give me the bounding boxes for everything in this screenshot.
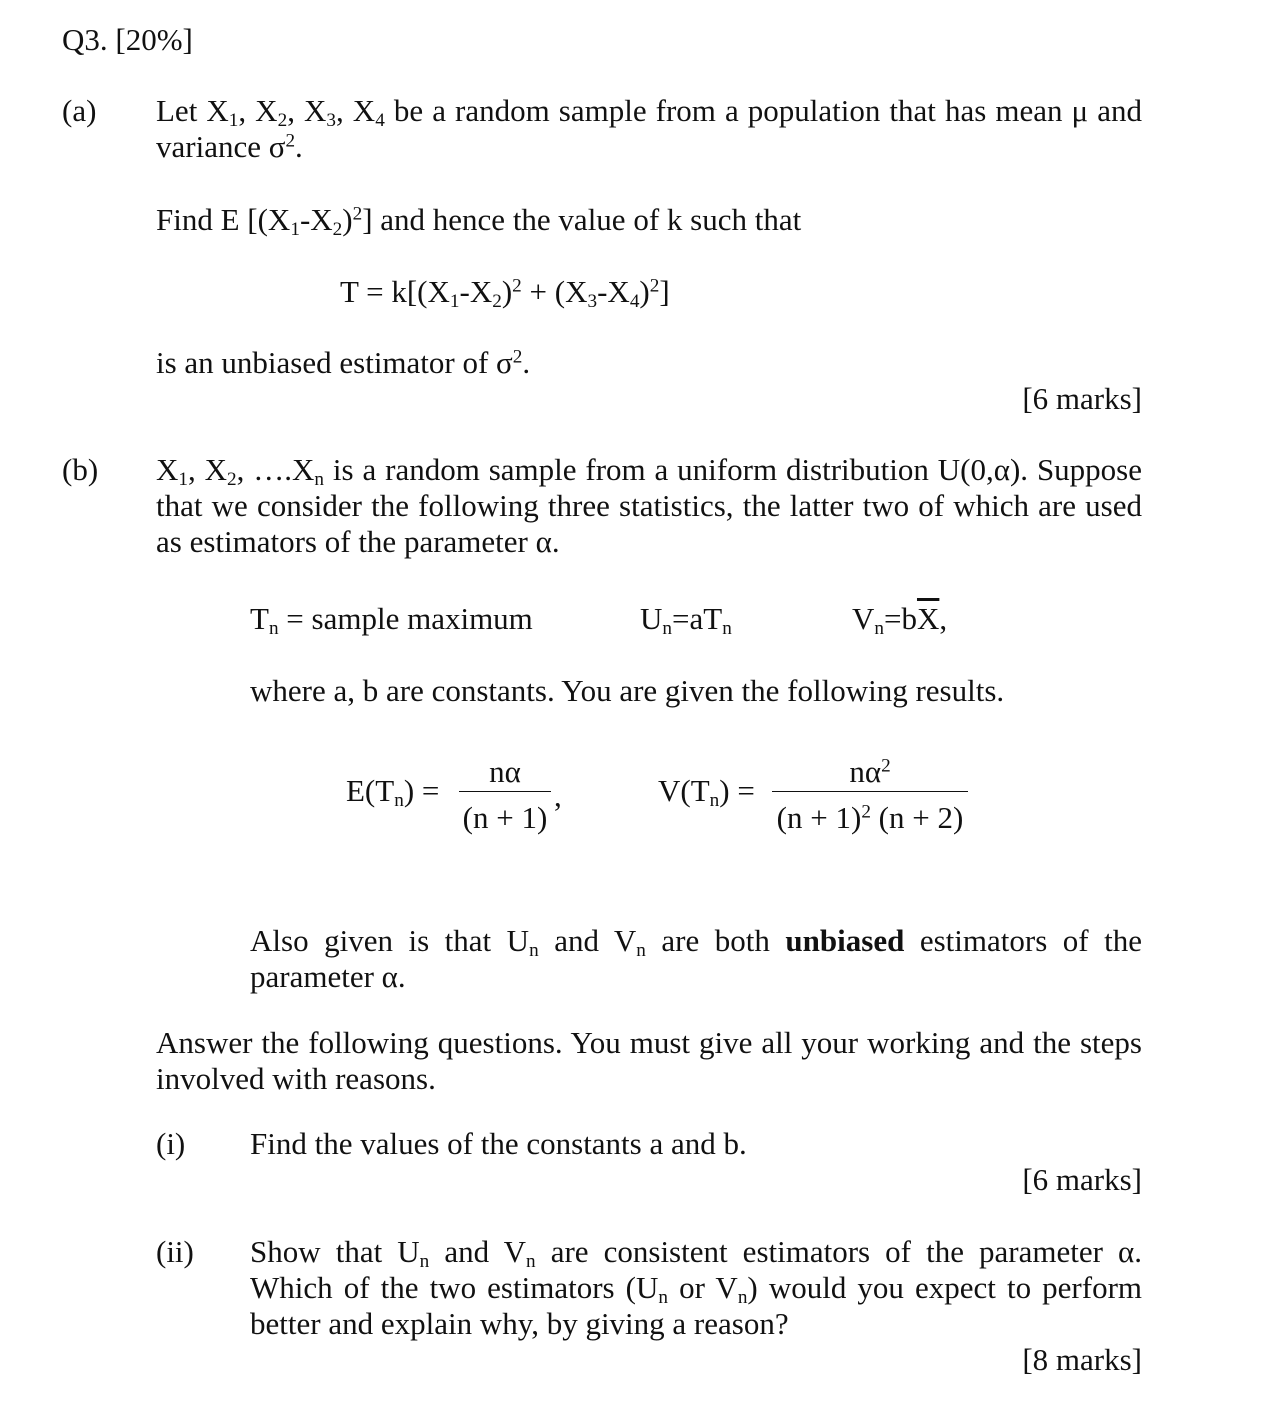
statistic-v: $V_n=b\overline{X}$, xyxy=(852,601,948,639)
question-header: Q3. [20%] xyxy=(62,22,193,57)
sample-mean-xbar: $\overline{X}$ xyxy=(916,601,940,636)
expectation-denominator: (n + 1) xyxy=(462,800,548,835)
variance-denominator: $(n + 1)^2$ (n + 2) xyxy=(776,800,964,835)
subpart-i-marks: [6 marks] xyxy=(1022,1162,1142,1197)
part-a-find-line: Find E $[(X_1-X_2)^2]$ and hence the value of k such that xyxy=(156,202,802,240)
part-a-marks: [6 marks] xyxy=(1022,381,1142,416)
expectation-comma: , xyxy=(554,778,562,813)
subpart-ii-label: (ii) xyxy=(156,1234,194,1269)
subpart-i-text: Find the values of the constants a and b. xyxy=(250,1126,747,1161)
part-a-estimator-equation: $T = k[(X_1-X_2)^2 + (X_3-X_4)^2]$ xyxy=(340,274,670,312)
expectation-fraction-bar xyxy=(459,791,551,792)
subpart-ii-text: Show that $U_n$ and $V_n$ are consistent estimators of the parameter α. Which of the two estimators ($U_n$ or $V_n$) would you expect to perform better and explain why, by giving a reason? xyxy=(250,1234,1143,1341)
subpart-i-label: (i) xyxy=(156,1126,186,1161)
statistic-t: $T_n$ = sample maximum xyxy=(250,601,533,639)
part-b-intro: $X_1$, $X_2$, $\dots.X_n$ is a random sample from a uniform distribution U(0,α). Suppose that we consider the following three statistics, the latter two of which are used as estimators of the parameter α. xyxy=(156,452,1143,559)
variance-lhs: $V(T_n)$ = xyxy=(658,773,755,811)
variance-fraction-bar xyxy=(772,791,968,792)
unbiased-given-paragraph: Also given is that $U_n$ and $V_n$ are both unbiased estimators of the parameter α. xyxy=(250,923,1142,994)
part-b-label: (b) xyxy=(62,452,99,487)
part-a-intro: Let $X_1$, $X_2$, $X_3$, $X_4$ be a random sample from a population that has mean μ and variance $\sigma^2$. xyxy=(156,93,1142,164)
statistic-u: $U_n=aT_n$ xyxy=(640,601,732,639)
variance-numerator: $n\alpha^2$ xyxy=(849,754,891,789)
variance-fraction xyxy=(772,748,968,838)
expectation-lhs: $E(T_n)$ = xyxy=(346,773,440,811)
constants-line: where a, b are constants. You are given the following results. xyxy=(250,673,1005,708)
part-a-label: (a) xyxy=(62,93,97,128)
subpart-ii-marks: [8 marks] xyxy=(1022,1342,1142,1377)
expectation-fraction xyxy=(459,748,551,838)
expectation-numerator: nα xyxy=(489,754,521,789)
part-a-unbiased-line: is an unbiased estimator of $\sigma^2$. xyxy=(156,345,531,380)
answer-instructions: Answer the following questions. You must give all your working and the steps involved with reasons. xyxy=(156,1025,1142,1096)
